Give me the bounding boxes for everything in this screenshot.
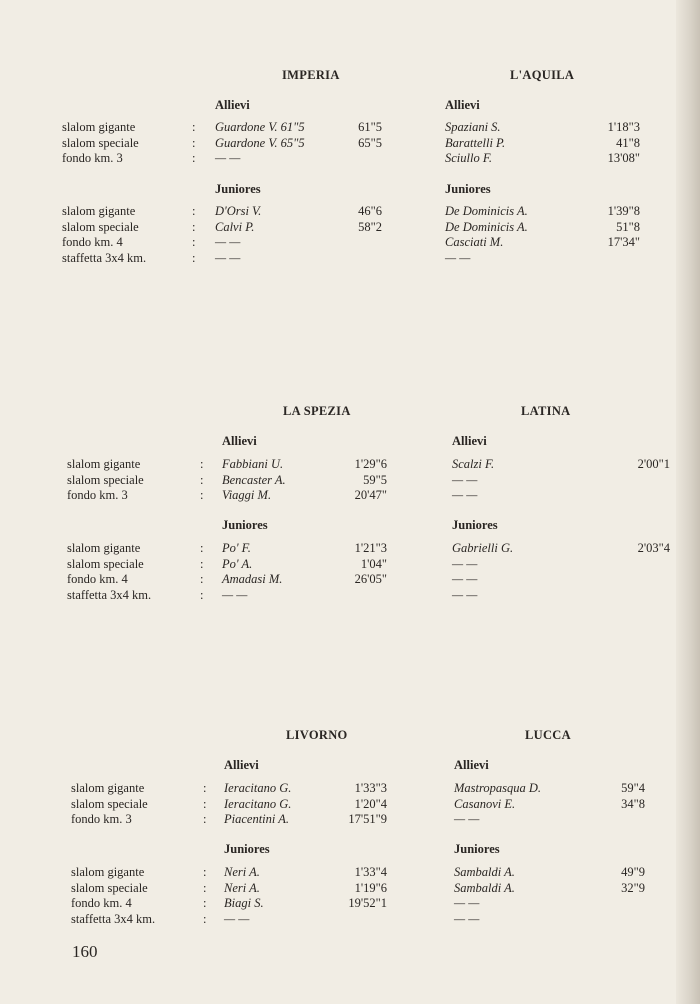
- city-heading-left: IMPERIA: [282, 68, 340, 82]
- event-label: slalom speciale: [62, 135, 139, 150]
- result-time: 1'33"3: [354, 781, 387, 795]
- result-time: 1'04": [360, 556, 387, 571]
- event-label: staffetta 3x4 km.: [71, 911, 156, 926]
- athlete-name: Spaziani S.: [445, 120, 501, 134]
- page-number: 160: [72, 942, 98, 961]
- athlete-name: Amadasi M.: [222, 572, 283, 586]
- result-time: 49"9: [621, 865, 645, 879]
- colon: :: [203, 781, 207, 795]
- athlete-name: Gabrielli G.: [452, 541, 514, 555]
- colon: :: [192, 120, 196, 134]
- athlete-name: Po' A.: [222, 556, 253, 571]
- athlete-name: Neri A.: [224, 865, 260, 879]
- page-edge-shadow: [676, 0, 700, 1004]
- colon: :: [203, 796, 207, 811]
- athlete-name: Calvi P.: [215, 219, 255, 234]
- athlete-name: Ieracitano G.: [224, 781, 292, 795]
- colon: :: [192, 151, 196, 165]
- event-label: staffetta 3x4 km.: [67, 587, 152, 602]
- category-title-left: Allievi: [224, 758, 259, 772]
- result-time: 13'08": [607, 151, 640, 165]
- athlete-name: — —: [224, 911, 250, 926]
- colon: :: [200, 541, 204, 555]
- result-time: 59"5: [363, 472, 387, 487]
- result-time: 1'33"4: [354, 865, 387, 879]
- result-time: 61"5: [358, 120, 382, 134]
- city-heading-left: LIVORNO: [286, 728, 348, 742]
- result-time: 1'18"3: [607, 120, 640, 134]
- event-label: staffetta 3x4 km.: [62, 250, 147, 265]
- category-title-right: Allievi: [445, 98, 480, 112]
- athlete-name: — —: [215, 250, 241, 265]
- colon: :: [203, 865, 207, 879]
- result-time: 1'21"3: [354, 541, 387, 555]
- athlete-name: Ieracitano G.: [224, 796, 292, 811]
- athlete-name: D'Orsi V.: [215, 204, 262, 218]
- event-label: slalom gigante: [71, 865, 145, 879]
- colon: :: [203, 911, 207, 926]
- colon: :: [192, 219, 196, 234]
- athlete-name: Sambaldi A.: [454, 880, 515, 895]
- result-time: 59"4: [621, 781, 645, 795]
- category-title-right: Allievi: [452, 434, 487, 448]
- event-label: slalom speciale: [67, 556, 144, 571]
- result-time: 1'29"6: [354, 457, 387, 471]
- colon: :: [200, 472, 204, 487]
- colon: :: [200, 556, 204, 571]
- event-label: slalom gigante: [67, 541, 141, 555]
- event-label: fondo km. 4: [71, 896, 132, 910]
- event-label: fondo km. 4: [62, 235, 123, 249]
- athlete-name: De Dominicis A.: [445, 204, 528, 218]
- athlete-name: Sambaldi A.: [454, 865, 515, 879]
- athlete-name: — —: [215, 235, 241, 249]
- athlete-name: — —: [454, 911, 480, 926]
- event-label: slalom gigante: [71, 781, 145, 795]
- event-label: fondo km. 4: [67, 572, 128, 586]
- athlete-name: Viaggi M.: [222, 488, 272, 502]
- city-heading-right: L'AQUILA: [510, 68, 575, 82]
- result-time: 1'39"8: [607, 204, 640, 218]
- result-time: 46"6: [358, 204, 382, 218]
- athlete-name: — —: [452, 488, 478, 502]
- city-heading-right: LATINA: [521, 404, 571, 418]
- category-title-left: Allievi: [222, 434, 257, 448]
- athlete-name: — —: [222, 587, 248, 602]
- colon: :: [200, 587, 204, 602]
- event-label: slalom gigante: [62, 204, 136, 218]
- athlete-name: Scalzi F.: [452, 457, 495, 471]
- athlete-name: Barattelli P.: [445, 135, 506, 150]
- result-time: 65"5: [358, 135, 382, 150]
- athlete-name: Neri A.: [224, 880, 260, 895]
- result-time: 32"9: [621, 880, 645, 895]
- category-title-left: Juniores: [222, 518, 268, 532]
- athlete-name: Piacentini A.: [224, 812, 290, 826]
- event-label: fondo km. 3: [67, 488, 128, 502]
- city-heading-right: LUCCA: [525, 728, 571, 742]
- result-time: 58"2: [358, 219, 382, 234]
- colon: :: [200, 572, 204, 586]
- colon: :: [192, 135, 196, 150]
- event-label: slalom gigante: [62, 120, 136, 134]
- result-time: 19'52"1: [348, 896, 387, 910]
- athlete-name: — —: [452, 472, 478, 487]
- athlete-name: Casciati M.: [445, 235, 504, 249]
- colon: :: [200, 488, 204, 502]
- event-label: slalom gigante: [67, 457, 141, 471]
- city-heading-left: LA SPEZIA: [283, 404, 351, 418]
- result-time: 2'03"4: [637, 541, 670, 555]
- result-time: 1'19"6: [354, 880, 387, 895]
- result-time: 51"8: [616, 219, 640, 234]
- athlete-name: — —: [445, 250, 471, 265]
- result-time: 41"8: [616, 135, 640, 150]
- event-label: slalom speciale: [67, 472, 144, 487]
- colon: :: [203, 896, 207, 910]
- colon: :: [200, 457, 204, 471]
- event-label: fondo km. 3: [62, 151, 123, 165]
- athlete-name: De Dominicis A.: [445, 219, 528, 234]
- athlete-name: Casanovi E.: [454, 796, 516, 811]
- athlete-name: — —: [215, 151, 241, 165]
- colon: :: [192, 235, 196, 249]
- athlete-name: Bencaster A.: [222, 472, 286, 487]
- category-title-right: Juniores: [454, 842, 500, 856]
- athlete-name: — —: [452, 587, 478, 602]
- colon: :: [192, 204, 196, 218]
- athlete-name: Sciullo F.: [445, 151, 492, 165]
- category-title-left: Juniores: [215, 182, 261, 196]
- event-label: slalom speciale: [71, 796, 148, 811]
- athlete-name: Mastropasqua D.: [454, 781, 542, 795]
- athlete-name: — —: [452, 556, 478, 571]
- athlete-name: Fabbiani U.: [222, 457, 284, 471]
- category-title-right: Juniores: [445, 182, 491, 196]
- athlete-name: — —: [454, 812, 480, 826]
- athlete-name: Guardone V. 61"5: [215, 120, 305, 134]
- result-time: 17'51"9: [348, 812, 387, 826]
- result-time: 20'47": [354, 488, 387, 502]
- event-label: fondo km. 3: [71, 812, 132, 826]
- category-title-left: Juniores: [224, 842, 270, 856]
- colon: :: [203, 812, 207, 826]
- result-time: 26'05": [354, 572, 387, 586]
- result-time: 1'20"4: [354, 796, 387, 811]
- category-title-left: Allievi: [215, 98, 250, 112]
- result-time: 2'00"1: [637, 457, 670, 471]
- athlete-name: — —: [454, 896, 480, 910]
- athlete-name: Biagi S.: [224, 896, 264, 910]
- event-label: slalom speciale: [71, 880, 148, 895]
- athlete-name: — —: [452, 572, 478, 586]
- colon: :: [203, 880, 207, 895]
- athlete-name: Po' F.: [222, 541, 251, 555]
- category-title-right: Juniores: [452, 518, 498, 532]
- event-label: slalom speciale: [62, 219, 139, 234]
- result-time: 34"8: [621, 796, 645, 811]
- colon: :: [192, 250, 196, 265]
- category-title-right: Allievi: [454, 758, 489, 772]
- athlete-name: Guardone V. 65"5: [215, 135, 305, 150]
- result-time: 17'34": [607, 235, 640, 249]
